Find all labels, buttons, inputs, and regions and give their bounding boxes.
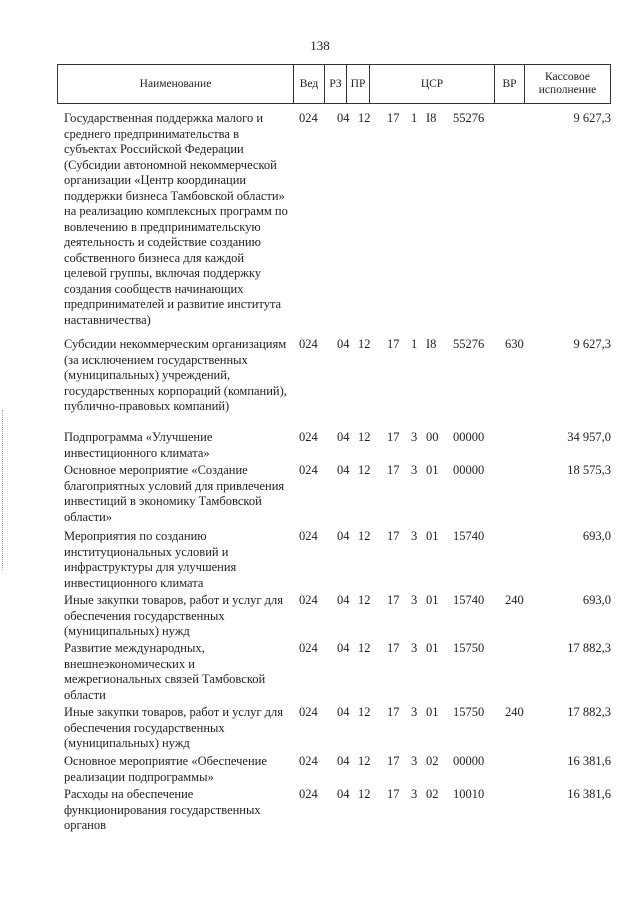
row-ved: 024 bbox=[299, 463, 318, 477]
row-vr: 240 bbox=[505, 705, 524, 719]
row-ved: 024 bbox=[299, 593, 318, 607]
row-csr-direction: 15750 bbox=[453, 705, 485, 719]
row-csr-direction: 10010 bbox=[453, 787, 485, 801]
row-csr-subprogram: 3 bbox=[411, 430, 418, 444]
header-amount: Кассовое исполнение bbox=[538, 71, 597, 96]
table-header bbox=[57, 64, 611, 104]
row-name: Развитие международных, внешнеэкономических и межрегиональных связей Тамбовской области bbox=[64, 641, 266, 702]
row-ved: 024 bbox=[299, 430, 318, 444]
row-ved: 024 bbox=[299, 641, 318, 655]
header-ved: Вед bbox=[294, 65, 325, 103]
row-name: Расходы на обеспечение функционирования государственных органов bbox=[64, 787, 261, 832]
row-ved: 024 bbox=[299, 705, 318, 719]
header-pr: ПР bbox=[347, 65, 370, 103]
row-csr-direction: 55276 bbox=[453, 337, 485, 351]
page-number: 138 bbox=[310, 38, 330, 53]
row-name: Основное мероприятие «Обеспечение реализации подпрограммы» bbox=[64, 754, 267, 784]
row-pr: 12 bbox=[358, 787, 371, 801]
row-csr-subprogram: 3 bbox=[411, 463, 418, 477]
row-amount: 17 882,3 bbox=[567, 641, 611, 655]
row-name: Основное мероприятие «Создание благоприятных условий для привлечения инвестиций в экономику Тамбовской области» bbox=[64, 463, 285, 524]
row-ved: 024 bbox=[299, 337, 318, 351]
row-amount: 16 381,6 bbox=[567, 754, 611, 768]
row-pr: 12 bbox=[358, 529, 371, 543]
row-csr-event: I8 bbox=[426, 337, 437, 351]
row-rz: 04 bbox=[337, 463, 350, 477]
row-csr-program: 17 bbox=[387, 463, 400, 477]
row-pr: 12 bbox=[358, 641, 371, 655]
row-csr-direction: 55276 bbox=[453, 111, 485, 125]
row-rz: 04 bbox=[337, 111, 350, 125]
row-rz: 04 bbox=[337, 754, 350, 768]
row-csr-program: 17 bbox=[387, 754, 400, 768]
row-csr-subprogram: 3 bbox=[411, 529, 418, 543]
row-csr-program: 17 bbox=[387, 787, 400, 801]
row-name: Иные закупки товаров, работ и услуг для обеспечения государственных (муниципальных) нужд bbox=[64, 593, 284, 638]
header-rz: РЗ bbox=[325, 65, 347, 103]
row-pr: 12 bbox=[358, 111, 371, 125]
row-ved: 024 bbox=[299, 111, 318, 125]
row-csr-program: 17 bbox=[387, 337, 400, 351]
row-csr-direction: 15740 bbox=[453, 593, 485, 607]
row-amount: 34 957,0 bbox=[567, 430, 611, 444]
row-name: Иные закупки товаров, работ и услуг для обеспечения государственных (муниципальных) нужд bbox=[64, 705, 284, 750]
row-csr-event: 01 bbox=[426, 593, 439, 607]
row-csr-subprogram: 3 bbox=[411, 705, 418, 719]
row-csr-event: 01 bbox=[426, 705, 439, 719]
row-csr-subprogram: 1 bbox=[411, 111, 418, 125]
row-vr: 240 bbox=[505, 593, 524, 607]
row-csr-event: 01 bbox=[426, 529, 439, 543]
row-name: Государственная поддержка малого и среднего предпринимательства в субъектах Российской Федерации (Субсидии автономной некоммерческой организации «Центр координации поддержки бизнеса Тамбовской области» на реализацию комплексных программ по вовлечению в предпринимательскую деятельность и содействие созданию собственного бизнеса для каждой целевой группы, включая поддержку создания сообществ начинающих предпринимателей и развитие института наставничества) bbox=[64, 111, 288, 327]
row-rz: 04 bbox=[337, 593, 350, 607]
row-amount: 18 575,3 bbox=[567, 463, 611, 477]
row-csr-direction: 00000 bbox=[453, 463, 485, 477]
row-csr-subprogram: 3 bbox=[411, 754, 418, 768]
row-csr-event: I8 bbox=[426, 111, 437, 125]
row-csr-program: 17 bbox=[387, 641, 400, 655]
row-amount: 17 882,3 bbox=[567, 705, 611, 719]
row-ved: 024 bbox=[299, 754, 318, 768]
row-csr-event: 00 bbox=[426, 430, 439, 444]
row-csr-subprogram: 3 bbox=[411, 641, 418, 655]
row-pr: 12 bbox=[358, 593, 371, 607]
row-csr-subprogram: 3 bbox=[411, 787, 418, 801]
row-amount: 9 627,3 bbox=[573, 337, 611, 351]
row-csr-event: 02 bbox=[426, 754, 439, 768]
row-pr: 12 bbox=[358, 705, 371, 719]
row-csr-direction: 00000 bbox=[453, 754, 485, 768]
row-pr: 12 bbox=[358, 754, 371, 768]
row-csr-program: 17 bbox=[387, 430, 400, 444]
row-pr: 12 bbox=[358, 430, 371, 444]
row-amount: 9 627,3 bbox=[573, 111, 611, 125]
row-pr: 12 bbox=[358, 337, 371, 351]
row-csr-program: 17 bbox=[387, 529, 400, 543]
row-csr-direction: 15750 bbox=[453, 641, 485, 655]
row-csr-subprogram: 1 bbox=[411, 337, 418, 351]
row-vr: 630 bbox=[505, 337, 524, 351]
row-rz: 04 bbox=[337, 641, 350, 655]
header-csr: ЦСР bbox=[370, 65, 495, 103]
row-name: Субсидии некоммерческим организациям (за исключением государственных (муниципальных) учреждений, государственных корпораций (компаний), публично-правовых компаний) bbox=[64, 337, 287, 413]
scan-edge-mark bbox=[2, 410, 4, 570]
header-name: Наименование bbox=[58, 65, 294, 103]
row-csr-program: 17 bbox=[387, 593, 400, 607]
row-csr-event: 01 bbox=[426, 641, 439, 655]
row-amount: 16 381,6 bbox=[567, 787, 611, 801]
row-pr: 12 bbox=[358, 463, 371, 477]
row-rz: 04 bbox=[337, 337, 350, 351]
row-csr-event: 02 bbox=[426, 787, 439, 801]
header-vr: ВР bbox=[495, 65, 525, 103]
row-rz: 04 bbox=[337, 787, 350, 801]
row-csr-direction: 00000 bbox=[453, 430, 485, 444]
row-name: Мероприятия по созданию институциональных условий и инфраструктуры для улучшения инвестиционного климата bbox=[64, 529, 237, 590]
row-rz: 04 bbox=[337, 529, 350, 543]
row-name: Подпрограмма «Улучшение инвестиционного климата» bbox=[64, 430, 213, 460]
row-csr-program: 17 bbox=[387, 705, 400, 719]
row-csr-event: 01 bbox=[426, 463, 439, 477]
row-csr-direction: 15740 bbox=[453, 529, 485, 543]
row-ved: 024 bbox=[299, 787, 318, 801]
row-amount: 693,0 bbox=[582, 529, 611, 543]
row-csr-subprogram: 3 bbox=[411, 593, 418, 607]
row-ved: 024 bbox=[299, 529, 318, 543]
row-amount: 693,0 bbox=[582, 593, 611, 607]
row-rz: 04 bbox=[337, 430, 350, 444]
row-csr-program: 17 bbox=[387, 111, 400, 125]
row-rz: 04 bbox=[337, 705, 350, 719]
